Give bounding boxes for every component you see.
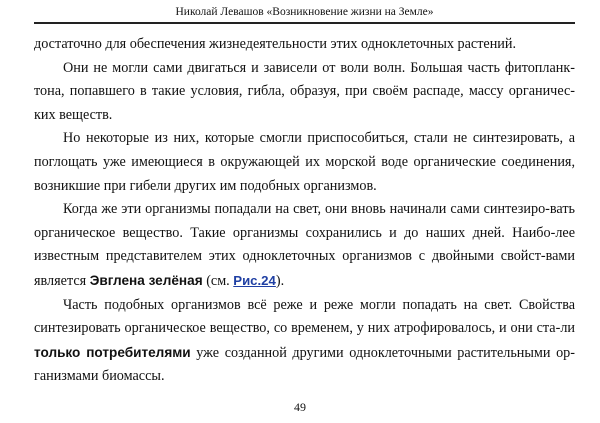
term-consumers: только потребителями <box>34 344 191 360</box>
paragraph-3: Но некоторые из них, которые смогли приспособиться, стали не синтезировать, а поглощать уже имеющиеся в окружающей их морской воде органические соединения, возникшие при гибели других им подобных организмов. <box>34 130 575 194</box>
paragraph-4-text-b: (см. <box>202 272 234 289</box>
figure-24-link[interactable]: Рис.24 <box>233 272 276 288</box>
term-euglena: Эвглена зелёная <box>89 272 203 288</box>
paragraph-4-text-a: Когда же эти организмы попадали на свет, они вновь начинали сами синтезиро-вать органическое вещество. Такие организмы сохранились и до наших дней. Наибо-лее известным представителем этих одноклеточных организмов с двойными свойст-вами является <box>34 201 575 289</box>
paragraph-1: достаточно для обеспечения жизнедеятельности этих одноклеточных растений. <box>34 36 517 52</box>
paragraph-4 <box>34 198 575 293</box>
header-rule <box>34 22 575 24</box>
page-number: 49 <box>294 400 306 414</box>
paragraph-5-text-a: Часть подобных организмов всё реже и реже могли попадать на свет. Свойства синтезировать органическое вещество, со временем, у них атрофировалось, и они ста-ли <box>34 296 575 337</box>
paragraph-2: Они не могли сами двигаться и зависели от воли волн. Большая часть фитопланк-тона, попавшего в такие условия, гибла, образуя, при своём распаде, массу органичес-ких веществ. <box>34 59 575 123</box>
paragraph-4-text-c: ). <box>275 272 285 289</box>
body-text <box>34 33 575 389</box>
paragraph-5-text-b: уже созданной другими одноклеточными растительными ор-ганизмами биомассы. <box>34 344 575 385</box>
running-header: Николай Левашов «Возникновение жизни на Земле» <box>175 6 434 18</box>
paragraph-5 <box>34 294 575 389</box>
